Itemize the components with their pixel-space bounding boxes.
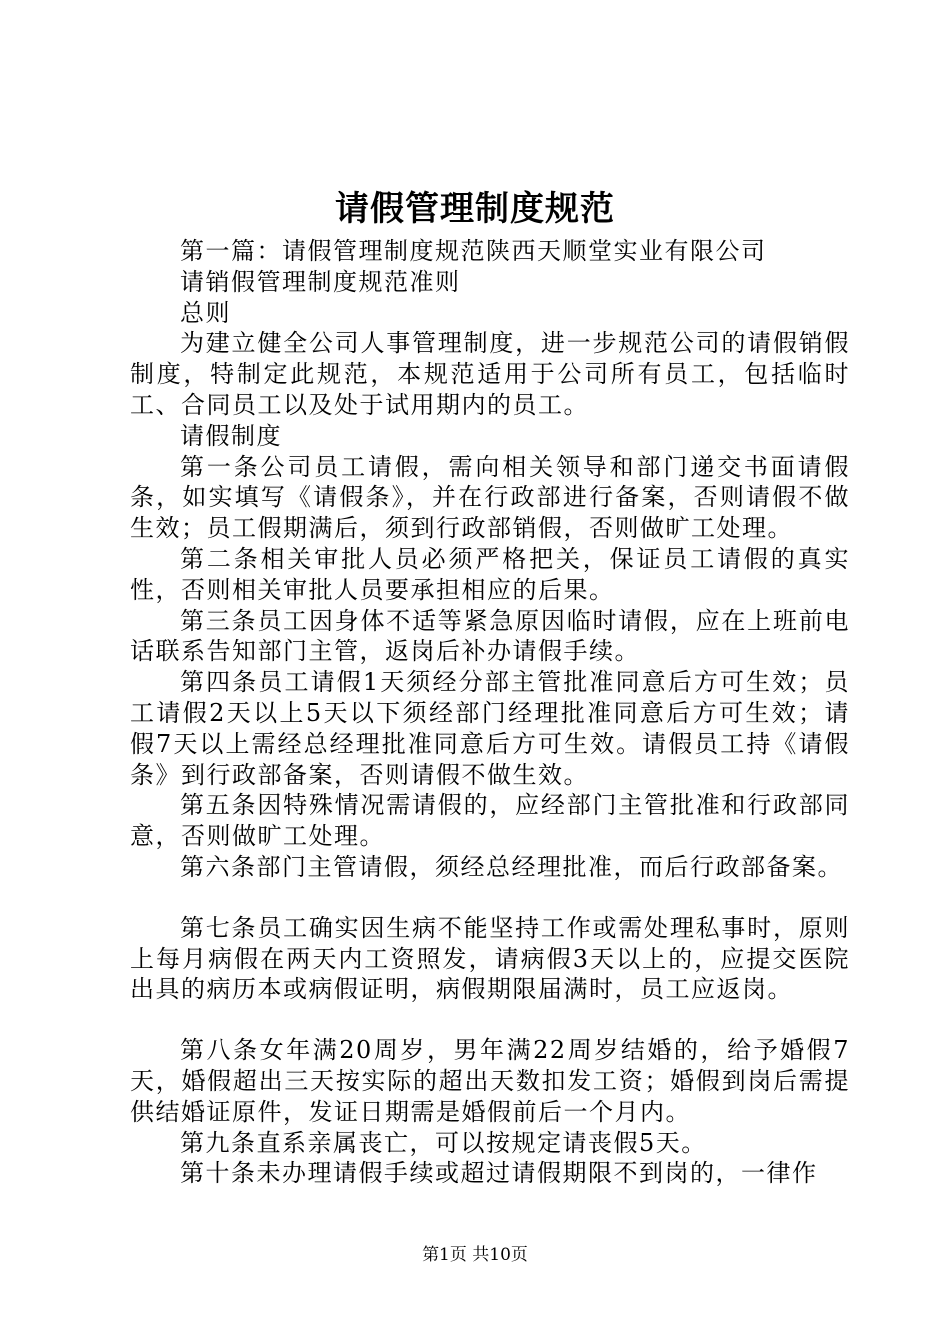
- page-title: 请假管理制度规范: [335, 189, 615, 229]
- paragraph-part-heading: 第一篇：请假管理制度规范陕西天顺堂实业有限公司: [180, 237, 767, 265]
- paragraph-article-4: 第四条员工请假1天须经分部主管批准同意后方可生效；员工请假2天以上5天以下须经部门经理批准同意后方可生效；请假7天以上需经总经理批准同意后方可生效。请假员工持《请假条》到行政部备案，否则请假不做生效。: [130, 668, 850, 789]
- document-body: [130, 236, 850, 1189]
- paragraph-article-5: 第五条因特殊情况需请假的，应经部门主管批准和行政部同意，否则做旷工处理。: [130, 791, 850, 851]
- paragraph-article-3: 第三条员工因身体不适等紧急原因临时请假，应在上班前电话联系告知部门主管，返岗后补办请假手续。: [130, 606, 850, 666]
- paragraph-article-10: 第十条未办理请假手续或超过请假期限不到岗的，一律作: [180, 1159, 818, 1188]
- paragraph-article-1: 第一条公司员工请假，需向相关领导和部门递交书面请假条，如实填写《请假条》，并在行政部进行备案，否则请假不做生效；员工假期满后，须到行政部销假，否则做旷工处理。: [130, 452, 850, 543]
- paragraph-article-6: 第六条部门主管请假，须经总经理批准，而后行政部备案。: [180, 852, 843, 881]
- paragraph-article-8: 第八条女年满20周岁，男年满22周岁结婚的，给予婚假7天，婚假超出三天按实际的超出天数扣发工资；婚假到岗后需提供结婚证原件，发证日期需是婚假前后一个月内。: [130, 1036, 850, 1126]
- paragraph-leave-system-heading: 请假制度: [180, 421, 282, 450]
- paragraph-purpose: 为建立健全公司人事管理制度，进一步规范公司的请假销假制度，特制定此规范，本规范适用于公司所有员工，包括临时工、合同员工以及处于试用期内的员工。: [130, 329, 850, 419]
- paragraph-article-2: 第二条相关审批人员必须严格把关，保证员工请假的真实性，否则相关审批人员要承担相应的后果。: [130, 544, 850, 604]
- page-number: 第1页 共10页: [422, 1245, 528, 1265]
- paragraph-article-7: 第七条员工确实因生病不能坚持工作或需处理私事时，原则上每月病假在两天内工资照发，请病假3天以上的，应提交医院出具的病历本或病假证明，病假期限届满时，员工应返岗。: [130, 913, 850, 1004]
- paragraph-general-heading: 总则: [180, 298, 231, 327]
- paragraph-subtitle: 请销假管理制度规范准则: [180, 267, 461, 296]
- paragraph-article-9: 第九条直系亲属丧亡，可以按规定请丧假5天。: [180, 1128, 707, 1157]
